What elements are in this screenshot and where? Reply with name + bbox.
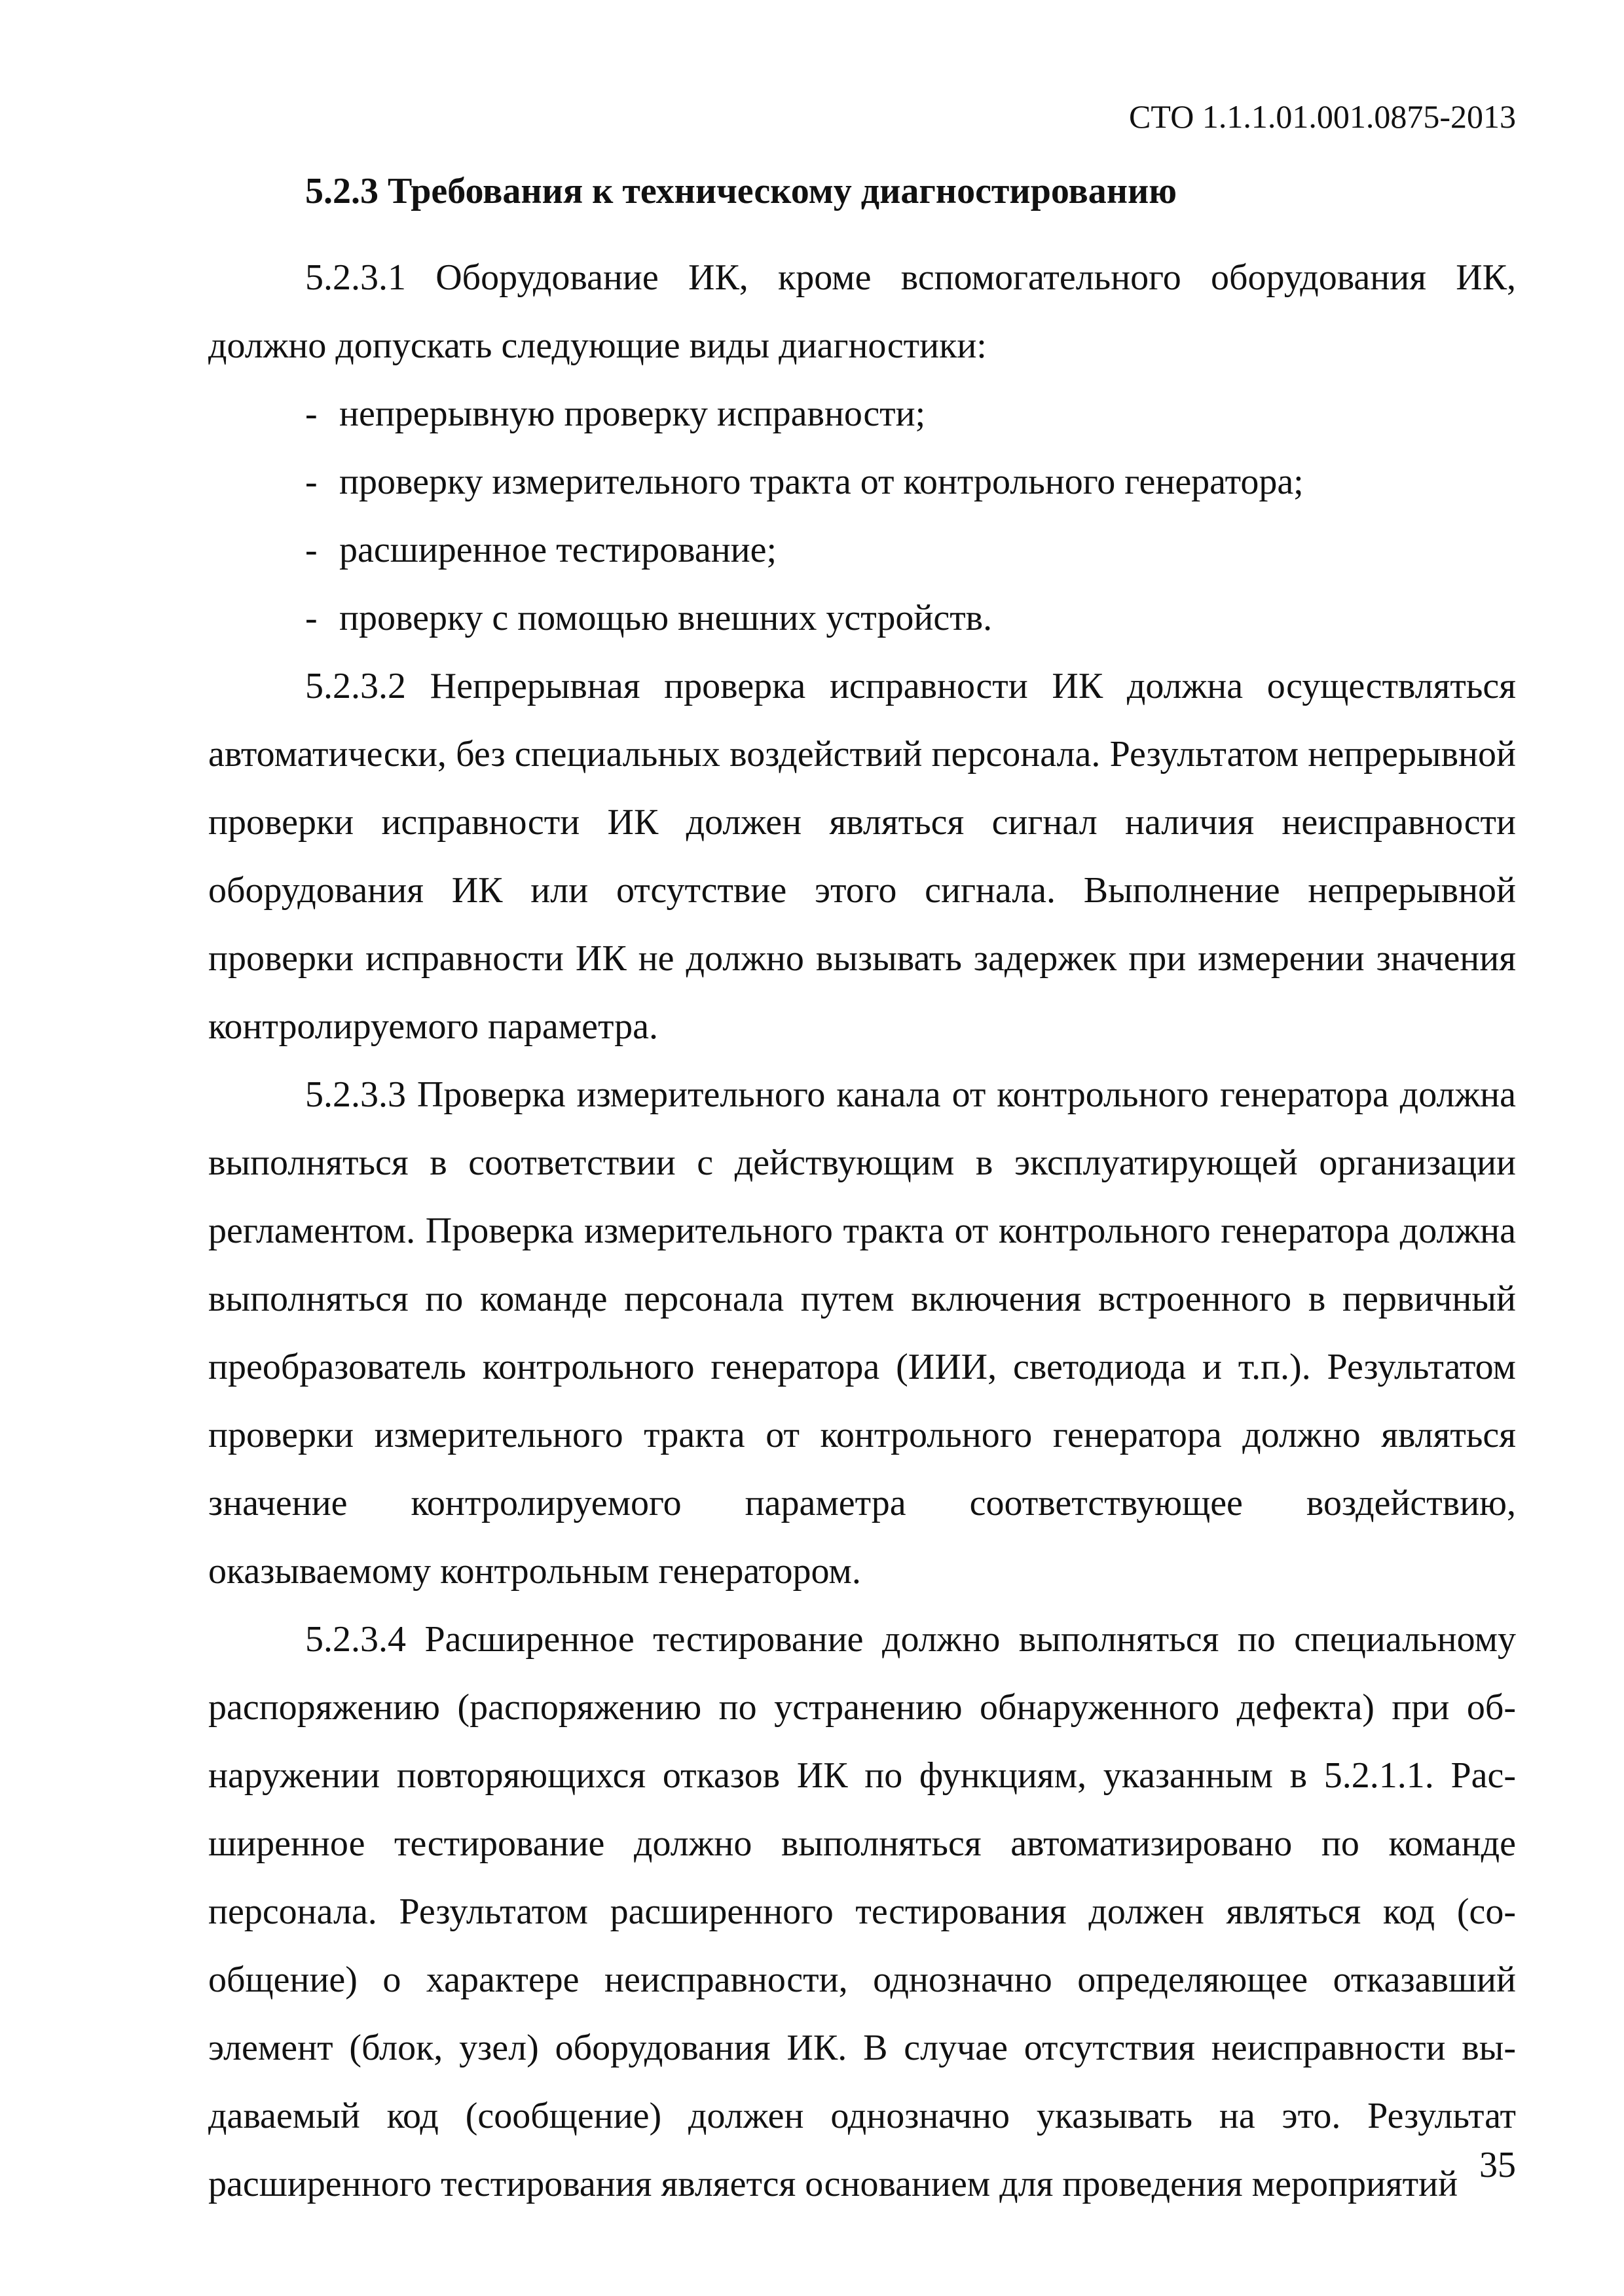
list-item [208, 584, 1516, 652]
page-content [208, 165, 1516, 2218]
list-item-text: непрерывную проверку исправности; [339, 393, 926, 434]
list-item [208, 448, 1516, 516]
list-dash: - [305, 530, 318, 570]
paragraph-5-2-3-3: 5.2.3.3 Проверка измерительного канала от контрольного генератора должна выполняться в соответствии с действующим в эксплуатирующей организации регламентом. Проверка измерительного тракта от контрольного генератора должна выполняться по команде персонала путем включения встроенного в первичный преобразователь контрольного генератора (ИИИ, светодиода и т.п.). Результатом проверки измерительного тракта от контрольного генератора должно являться значение контролируемого параметра соответствующее воздействию, оказываемому контрольным генератором. [208, 1074, 1516, 1592]
list-item-text: проверку измерительного тракта от контрольного генератора; [339, 462, 1304, 502]
list-dash: - [305, 462, 318, 502]
page-number: 35 [1479, 2145, 1516, 2185]
list-dash: - [305, 393, 318, 434]
list-item-text: проверку с помощью внешних устройств. [339, 598, 993, 638]
paragraph-5-2-3-4: 5.2.3.4 Расширенное тестирование должно выполняться по специальному распоряжению (распоряжению по устранению обнаруженного дефекта) при обнаружении повторяющихся отказов ИК по функциям, указанным в 5.2.1.1. Расширенное тестирование должно выполняться автоматизировано по команде персонала. Результатом расширенного тестирования должен являться код (сообщение) о характере неисправности, однозначно определяющее отказавший элемент (блок, узел) оборудования ИК. В случае отсутствия неисправности выдаваемый код (сообщение) должен однозначно указывать на это. Результат расширенного тестирования является основанием для проведения мероприятий [208, 1619, 1516, 2204]
list-dash: - [305, 598, 318, 638]
document-code: СТО 1.1.1.01.001.0875-2013 [1129, 98, 1516, 135]
section-heading: 5.2.3 Требования к техническому диагностированию [305, 171, 1177, 211]
paragraph-5-2-3-1: 5.2.3.1 Оборудование ИК, кроме вспомогательного оборудования ИК, должно допускать следующие виды диагностики: [208, 257, 1516, 366]
paragraph-5-2-3-2: 5.2.3.2 Непрерывная проверка исправности ИК должна осуществляться автоматически, без специальных воздействий персонала. Результатом непрерывной проверки исправности ИК должен являться сигнал наличия неисправности оборудования ИК или отсутствие этого сигнала. Выполнение непрерывной проверки исправности ИК не должно вызывать задержек при измерении значения контролируемого параметра. [208, 666, 1516, 1047]
list-item [208, 380, 1516, 448]
diagnostics-list [208, 380, 1516, 652]
list-item-text: расширенное тестирование; [339, 530, 777, 570]
list-item [208, 516, 1516, 584]
